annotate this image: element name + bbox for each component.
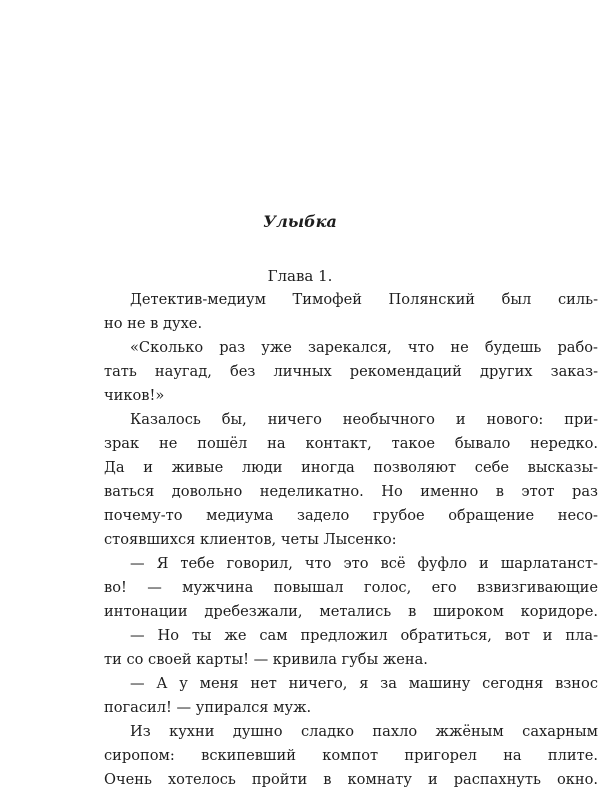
text-line: Казалось бы, ничего необычного и нового: при- [130,411,598,428]
body-text [104,288,598,792]
text-line: зрак не пошёл на контакт, такое бывало нередко. [104,435,598,452]
text-line: — Но ты же сам предложил обратиться, вот и пла- [130,627,598,644]
text-line: ти со своей карты! — кривила губы жена. [104,651,428,668]
text-line: во! — мужчина повышал голос, его взвизгивающие [104,579,598,596]
text-line: Очень хотелось пройти в комнату и распахнуть окно. [104,771,598,788]
text-line: Да и живые люди иногда позволяют себе высказы- [104,459,598,476]
text-line: сиропом: вскипевший компот пригорел на плите. [104,747,598,764]
text-line: почему-то медиума задело грубое обращение несо- [104,507,598,524]
text-line: ваться довольно неделикатно. Но именно в этот раз [104,483,598,500]
text-line: тать наугад, без личных рекомендаций других заказ- [104,363,598,380]
text-line: но не в духе. [104,315,203,332]
text-line: чиков!» [104,387,165,404]
text-line: «Сколько раз уже зарекался, что не будешь рабо- [130,339,598,356]
text-line: Из кухни душно сладко пахло жжёным сахарным [130,723,598,740]
story-title: Улыбка [263,212,337,231]
text-line: — А у меня нет ничего, я за машину сегодня взнос [130,675,598,692]
chapter-heading: Глава 1. [267,267,333,285]
text-line: погасил! — упирался муж. [104,699,312,716]
text-line: — Я тебе говорил, что это всё фуфло и шарлатанст- [130,555,598,572]
text-line: Детектив-медиум Тимофей Полянский был силь- [130,291,598,308]
text-line: стоявшихся клиентов, четы Лысенко: [104,531,397,548]
text-line: интонации дребезжали, метались в широком коридоре. [104,603,598,620]
